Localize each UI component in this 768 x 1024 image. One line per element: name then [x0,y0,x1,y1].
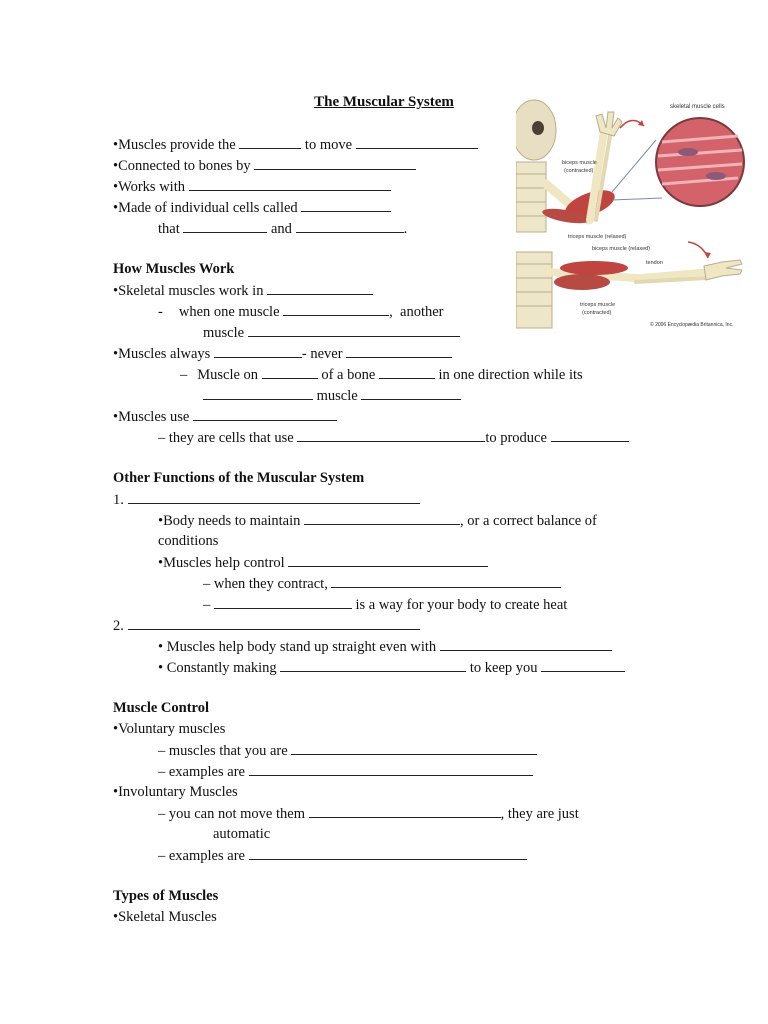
muscle-cells-magnified [656,118,744,206]
blank [309,804,501,818]
control-line-1: •Voluntary muscles [113,721,226,737]
blank [183,219,267,233]
section-heading-other: Other Functions of the Muscular System [113,470,365,486]
blank [297,428,485,442]
muscle-illustration [516,92,748,332]
blank [304,511,460,525]
control-line-2: – muscles that you are [158,741,537,760]
triceps-muscle-contracted [554,274,610,290]
types-line-1: •Skeletal Muscles [113,909,217,925]
how-line-6: muscle [203,386,461,405]
label-triceps-contracted-2: (contracted) [582,310,612,316]
section-heading-types: Types of Muscles [113,888,219,904]
blank [361,386,461,400]
blank [346,344,452,358]
how-line-1: •Skeletal muscles work in [113,281,373,300]
blank [189,177,391,191]
blank [541,658,625,672]
other-bullet-3: – when they contract, [203,574,561,593]
other-number-2: 2. [113,616,420,635]
blank [249,762,533,776]
blank [239,135,301,149]
biceps-muscle-relaxed [560,261,628,275]
label-tendon: tendon [646,260,663,266]
other-bullet-1: •Body needs to maintain , or a correct balance of [158,513,597,529]
how-line-4: •Muscles always - never [113,344,452,363]
nucleus [706,172,726,180]
blank [379,365,435,379]
other-number-1: 1. [113,490,420,509]
intro-line-2: •Connected to bones by [113,156,416,175]
intro-line-4: •Made of individual cells called [113,198,391,217]
top-panel [516,100,744,240]
blank [440,637,612,651]
ribcage [516,252,552,328]
how-line-7: •Muscles use [113,407,337,426]
how-line-5: – Muscle on of a bone in one direction while its [180,367,583,383]
blank [214,595,352,609]
ribcage [516,162,546,232]
blank [214,344,302,358]
control-line-6: automatic [213,826,271,842]
how-line-3: muscle [203,323,460,342]
blank [331,574,561,588]
copyright-label: © 2006 Encyclopædia Britannica, Inc. [650,322,734,328]
label-biceps-contracted-1: biceps muscle [562,160,597,166]
label-biceps-contracted-2: (contracted) [564,168,594,174]
blank [254,156,416,170]
blank [301,198,391,212]
intro-line-1: •Muscles provide the to move [113,135,478,154]
other-bullet-5: • Muscles help body stand up straight even with [158,637,612,656]
other-bullet-2: •Muscles help control [158,553,488,572]
blank [262,365,318,379]
blank [291,741,537,755]
hand-icon [596,112,622,136]
blank [288,553,488,567]
bottom-panel [516,242,742,328]
blank [283,302,389,316]
control-line-4: •Involuntary Muscles [113,784,238,800]
blank [248,323,460,337]
label-skeletal-cells: skeletal muscle cells [670,104,725,110]
how-line-2: - when one muscle , another [158,304,444,320]
extend-arrow-icon [688,242,708,258]
control-line-3: – examples are [158,762,533,781]
label-triceps-relaxed: triceps muscle (relaxed) [568,234,627,240]
blank [296,219,404,233]
other-bullet-1-cont: conditions [158,533,219,549]
section-heading-how: How Muscles Work [113,261,235,277]
hand-icon [704,260,742,280]
other-bullet-4: – is a way for your body to create heat [203,597,568,613]
intro-line-3: •Works with [113,177,391,196]
label-triceps-contracted-1: triceps muscle [580,302,616,308]
blank [128,616,420,630]
blank [193,407,337,421]
control-line-7: – examples are [158,846,527,865]
blank [267,281,373,295]
other-bullet-6: • Constantly making to keep you [158,658,625,677]
page-title: The Muscular System [314,94,454,110]
blank [356,135,478,149]
label-biceps-relaxed: biceps muscle (relaxed) [592,246,651,252]
blank [128,490,420,504]
blank [280,658,466,672]
section-heading-control: Muscle Control [113,700,209,716]
intro-line-5: that and . [158,221,408,237]
blank [249,846,527,860]
how-line-8: – they are cells that use to produce [158,428,629,447]
blank [203,386,313,400]
nucleus [678,148,698,156]
eye-socket [532,121,544,135]
blank [551,428,629,442]
control-line-5: – you can not move them , they are just [158,806,579,822]
arm-muscle-diagram [516,92,748,332]
